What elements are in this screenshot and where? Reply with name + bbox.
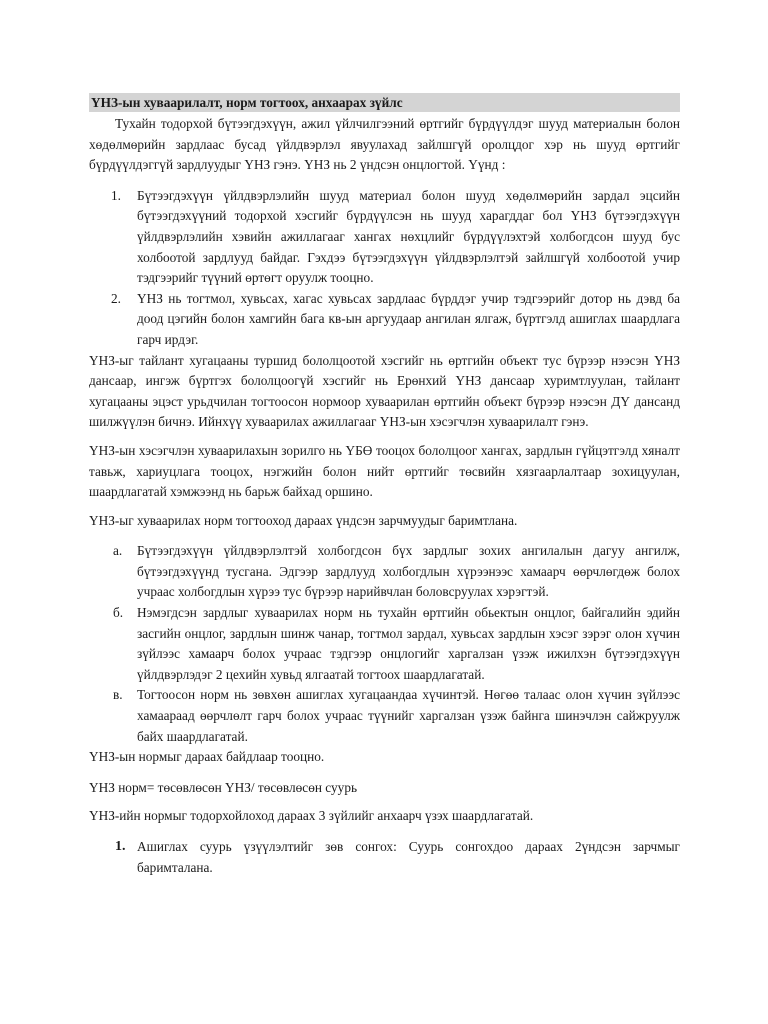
list-marker: 2. [111, 290, 121, 306]
list-item [89, 289, 680, 351]
intro-paragraph: Тухайн тодорхой бүтээгдэхүүн, ажил үйлчилгээний өртгийг бүрдүүлдэг шууд материалын болон хөдөлмөрийн зардлаас бусад үйлдвэрлэл явуулахад зайлшгүй оролцдог хэр нь шууд өртгийг бүрдүүлдэггүй зардлуудыг ҮНЗ гэнэ. ҮНЗ нь 2 үндсэн онцлогтой. Үүнд : [89, 116, 680, 173]
list-item [89, 685, 680, 747]
list-item-text: Нэмэгдсэн зардлыг хуваарилах норм нь тухайн өртгийн обьектын онцлог, байгалийн эдийн засгийн онцлог, зардлын шинж чанар, тогтмол зардал, хувьсах зардлын хэсэг зэрэг олон хүчин зүйлээс хамаарч болох учраас тэдгээр онцлогийг харгалзан үзэж ижилхэн бүтээгдэхүүн үйлдвэрлэдэг 2 цехийн хувьд ялгаатай тогтоох шаардлагатай. [137, 605, 680, 682]
section-heading: ҮНЗ-ын хуваарилалт, норм тогтоох, анхаарах зүйлс [89, 93, 680, 112]
list-marker: 1. [115, 839, 126, 854]
list-item [89, 541, 680, 603]
considerations-list [89, 837, 680, 878]
list-marker: в. [113, 687, 123, 703]
list-item [89, 837, 680, 878]
list-item-text: Ашиглах суурь үзүүлэлтийг зөв сонгох: Суурь сонгохдоо дараах 2үндсэн зарчмыг баримталана. [137, 839, 680, 875]
list-item-text: Бүтээгдэхүүн үйлдвэрлэлтэй холбогдсон бүх зардлыг зохих ангилалын дагуу ангилж, бүтээгдэхүүнд тусгана. Эдгээр зардлууд холбогдлын хүрээнээс хамаарч өөрчлөгдөж болох учраас холбогдлын хүрээ тус бүрээр нарийвчлан боловсруулах хэрэгтэй. [137, 543, 680, 600]
list-item-text: Тогтоосон норм нь зөвхөн ашиглах хугацаандаа хүчинтэй. Нөгөө талаас олон хүчин зүйлээс хамаараад өөрчлөлт гарч болох учраас түүнийг харгалзан үзэж байнга шинэчлэн сайжруулж байх шаардлагатай. [137, 687, 680, 744]
paragraph: ҮНЗ-ын нормыг дараах байдлаар тооцно. [89, 749, 325, 765]
formula: ҮНЗ норм= төсөвлөсөн ҮНЗ/ төсөвлөсөн суурь [89, 779, 358, 795]
features-list [89, 186, 680, 351]
document-body [89, 93, 680, 878]
list-item-text: Бүтээгдэхүүн үйлдвэрлэлийн шууд материал болон шууд хөдөлмөрийн зардал эцсийн бүтээгдэхүүний тодорхой хэсгийг бүрдүүлсэн нь шууд харагддаг бол ҮНЗ бүтээгдэхүүн үйлдвэрлэлийн хэвийн ажиллагааг хангах нөхцлийг бүрдүүлэхтэй холбогдсон шууд бус холбоотой зардлууд байдаг. Гэхдээ бүтээгдэхүүн үйлдвэрлэлтэй зайлшгүй холбоотой учир тэдгээрийг түүний өртөгт оруулж тооцно. [137, 187, 680, 286]
list-item [89, 186, 680, 289]
paragraph: ҮНЗ-ыг хуваарилах норм тогтооход дараах үндсэн зарчмуудыг баримтлана. [89, 512, 518, 528]
paragraph: ҮНЗ-ын хэсэгчлэн хуваарилахын зорилго нь ҮБӨ тооцох бололцоог хангах, зардлын гүйцэтгэлд хяналт тавьж, хариуцлага тооцох, нэгжийн болон нийт өртгийг төсвийн хязгаарлалтаар зохицуулан, шаардлагатай хэмжээнд нь барьж байхад оршино. [89, 442, 680, 500]
paragraph: ҮНЗ-ыг тайлант хугацааны туршид бололцоотой хэсгийг нь өртгийн объект тус бүрээр нээсэн ҮНЗ дансаар, ингэж бүртгэх бололцоогүй хэсгийг нь Ерөнхий ҮНЗ дансаар хуримтлуулан, тайлант хугацааны эцэст урьдчилан тогтоосон нормоор хуваарилан өртгийн объект бүрээр нээсэн ДҮ дансанд шилжүүлэн бичнэ. Ийнхүү хуваарилах ажиллагааг ҮНЗ-ын хэсэгчлэн хуваарилалт гэнэ. [89, 352, 680, 430]
list-marker: а. [113, 543, 123, 559]
paragraph: ҮНЗ-ийн нормыг тодорхойлоход дараах 3 зүйлийг анхаарч үзэх шаардлагатай. [89, 808, 534, 824]
list-marker: б. [113, 605, 124, 621]
list-item [89, 603, 680, 685]
list-item-text: ҮНЗ нь тогтмол, хувьсах, хагас хувьсах зардлаас бүрддэг учир тэдгээрийг дотор нь дэвд ба доод цэгийн болон хамгийн бага кв-ын аргуудаар ангилан ялгаж, бүртгэлд ашиглах шаардлага гарч ирдэг. [137, 290, 680, 347]
principles-list [89, 541, 680, 747]
list-marker: 1. [111, 187, 121, 203]
